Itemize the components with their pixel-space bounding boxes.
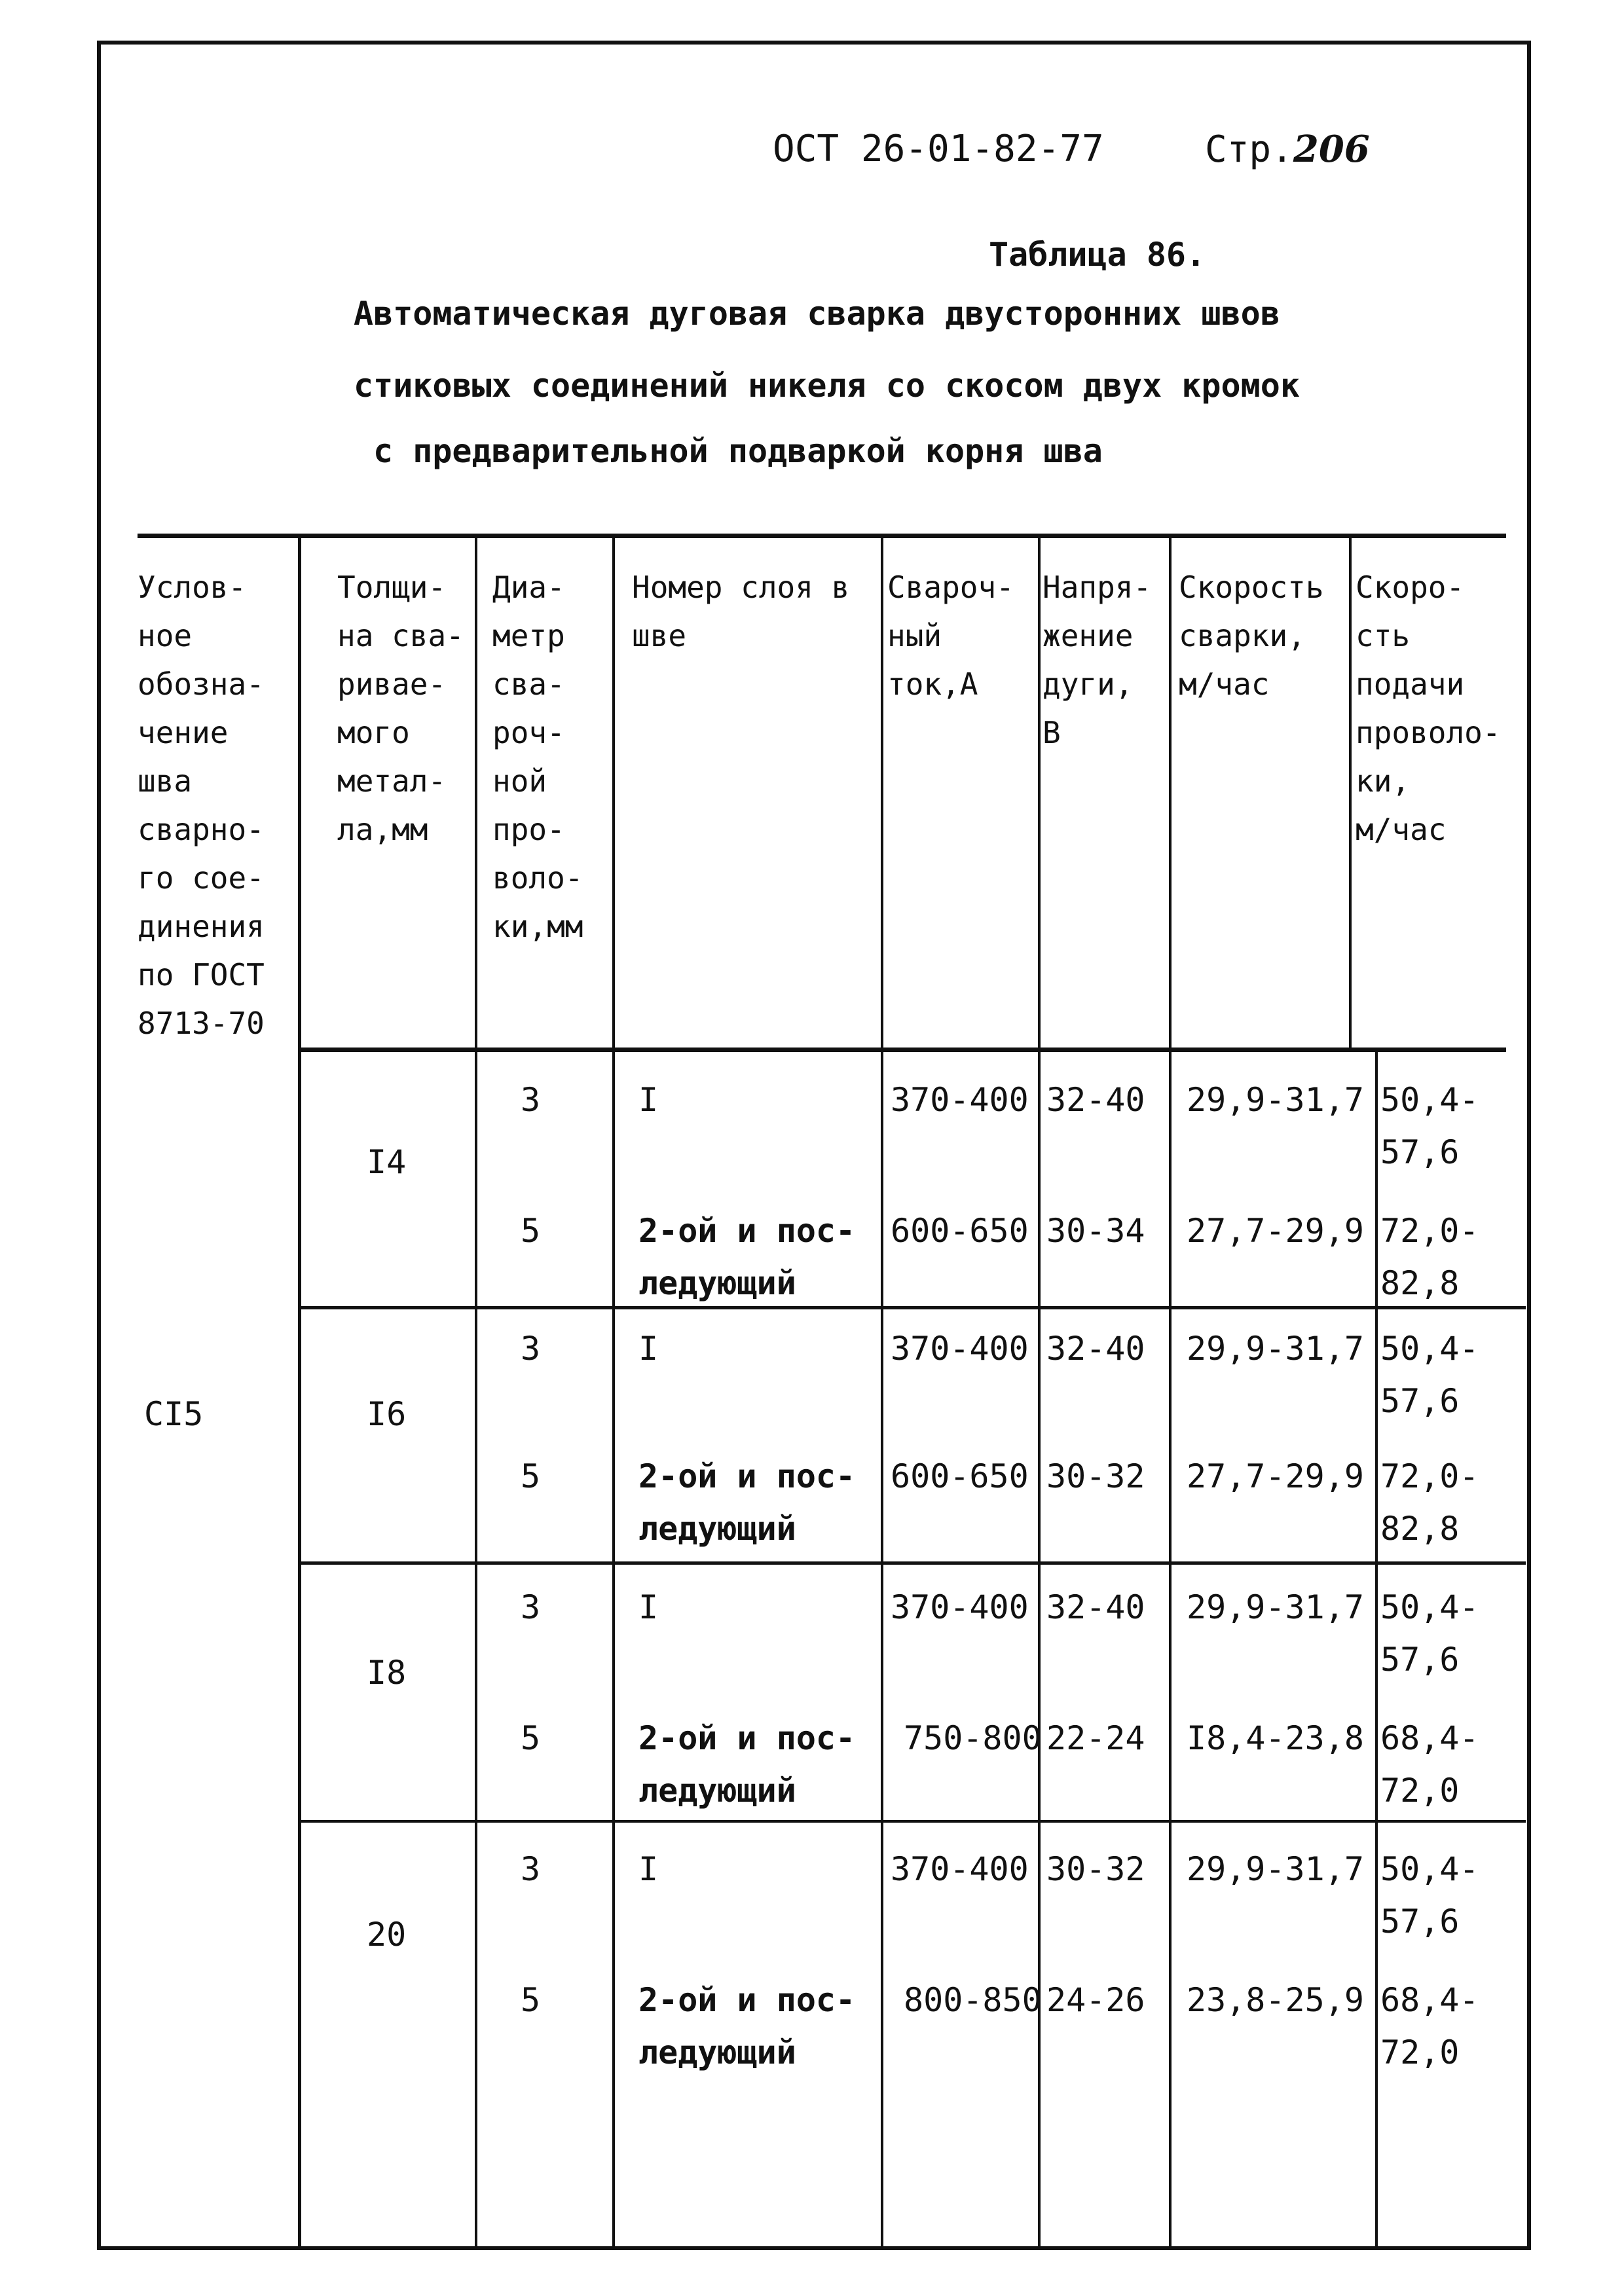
layer-value: I [638, 1850, 659, 1888]
col-header-voltage: Напря- жение дуги, В [1043, 570, 1152, 750]
current-value: 600-650 [891, 1212, 1029, 1250]
table-number: Таблица 86. [989, 236, 1206, 274]
layer-value: I [638, 1081, 659, 1119]
seam-designation: CI5 [144, 1395, 204, 1433]
current-value: 370-400 [891, 1588, 1029, 1626]
layer-value: 2-ой и пос- ледующий [638, 1457, 856, 1548]
diameter-value: 3 [521, 1588, 541, 1626]
table-title-line-3: с предварительной подваркой корня шва [373, 432, 1103, 470]
table-title-line-1: Автоматическая дуговая сварка двусторонних швов [354, 295, 1280, 333]
standard-code: ОСТ 26-01-82-77 [773, 128, 1104, 170]
page-number-label [1205, 128, 1370, 171]
table-top-rule [138, 534, 1506, 538]
layer-value: I [638, 1588, 659, 1626]
col-header-feed: Скоро- сть подачи проволо- ки, м/час [1356, 570, 1501, 847]
col-header-designation: Услов- ное обозна- чение шва сварно- го сое- динения по ГОСТ 8713-70 [138, 570, 265, 1041]
current-value: 370-400 [891, 1081, 1029, 1119]
feed-value: 68,4- 72,0 [1380, 1719, 1479, 1810]
diameter-value: 5 [521, 1981, 541, 2019]
thickness-value: 20 [367, 1916, 407, 1954]
page-number: 206 [1293, 128, 1370, 171]
voltage-value: 32-40 [1046, 1588, 1145, 1626]
feed-value: 50,4- 57,6 [1380, 1081, 1479, 1171]
voltage-value: 30-32 [1046, 1457, 1145, 1495]
speed-value: 29,9-31,7 [1187, 1330, 1364, 1368]
diameter-value: 5 [521, 1719, 541, 1757]
diameter-value: 3 [521, 1850, 541, 1888]
feed-value: 68,4- 72,0 [1380, 1981, 1479, 2071]
diameter-value: 3 [521, 1330, 541, 1368]
current-value: 800-850 [904, 1981, 1042, 2019]
group-divider-1 [298, 1306, 1526, 1309]
speed-value: 29,9-31,7 [1187, 1850, 1364, 1888]
voltage-value: 32-40 [1046, 1081, 1145, 1119]
feed-value: 72,0- 82,8 [1380, 1212, 1479, 1302]
speed-value: I8,4-23,8 [1187, 1719, 1364, 1757]
feed-value: 50,4- 57,6 [1380, 1330, 1479, 1420]
col-divider-7-body [1375, 1048, 1378, 2249]
col-divider-7-header [1349, 534, 1352, 1051]
col-divider-1 [298, 534, 301, 2249]
thickness-value: I6 [367, 1395, 407, 1433]
layer-value: 2-ой и пос- ледующий [638, 1719, 856, 1810]
speed-value: 27,7-29,9 [1187, 1457, 1364, 1495]
col-header-current: Свароч- ный ток,А [887, 570, 1014, 702]
voltage-value: 24-26 [1046, 1981, 1145, 2019]
table-title-line-2: стиковых соединений никеля со скосом двух кромок [354, 367, 1300, 405]
speed-value: 29,9-31,7 [1187, 1588, 1364, 1626]
current-value: 750-800 [904, 1719, 1042, 1757]
feed-value: 50,4- 57,6 [1380, 1850, 1479, 1941]
current-value: 600-650 [891, 1457, 1029, 1495]
voltage-value: 32-40 [1046, 1330, 1145, 1368]
col-header-layer: Номер слоя в шве [632, 570, 850, 653]
col-header-diameter: Диа- метр сва- роч- ной про- воло- ки,мм [492, 570, 583, 944]
current-value: 370-400 [891, 1850, 1029, 1888]
layer-value: 2-ой и пос- ледующий [638, 1212, 856, 1302]
voltage-value: 30-34 [1046, 1212, 1145, 1250]
thickness-value: I4 [367, 1143, 407, 1181]
col-header-thickness: Толщи- на сва- риваe- мого метал- ла,мм [337, 570, 464, 847]
diameter-value: 3 [521, 1081, 541, 1119]
speed-value: 29,9-31,7 [1187, 1081, 1364, 1119]
group-divider-3 [298, 1820, 1526, 1823]
col-header-speed: Скорость сварки, м/час [1179, 570, 1324, 702]
col-divider-2 [475, 534, 477, 2249]
speed-value: 23,8-25,9 [1187, 1981, 1364, 2019]
layer-value: 2-ой и пос- ледующий [638, 1981, 856, 2071]
feed-value: 72,0- 82,8 [1380, 1457, 1479, 1548]
thickness-value: I8 [367, 1654, 407, 1692]
page-prefix: Стр. [1205, 128, 1293, 171]
header-bottom-rule [298, 1048, 1506, 1052]
col-divider-6 [1169, 534, 1172, 2249]
speed-value: 27,7-29,9 [1187, 1212, 1364, 1250]
group-divider-2 [298, 1561, 1526, 1565]
voltage-value: 22-24 [1046, 1719, 1145, 1757]
col-divider-3 [612, 534, 615, 2249]
diameter-value: 5 [521, 1457, 541, 1495]
feed-value: 50,4- 57,6 [1380, 1588, 1479, 1679]
current-value: 370-400 [891, 1330, 1029, 1368]
diameter-value: 5 [521, 1212, 541, 1250]
col-divider-4 [881, 534, 883, 2249]
layer-value: I [638, 1330, 659, 1368]
voltage-value: 30-32 [1046, 1850, 1145, 1888]
